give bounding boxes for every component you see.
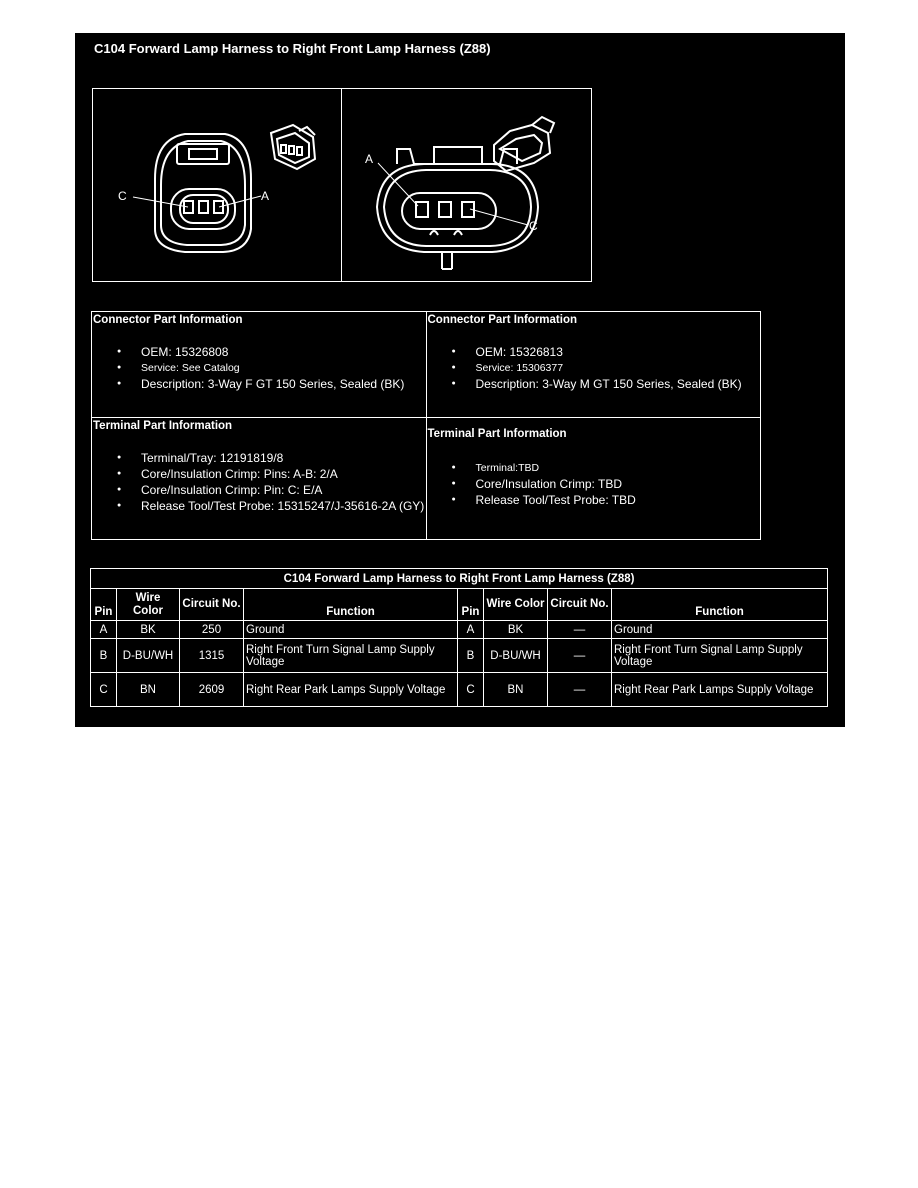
pin-a-label: A: [261, 189, 270, 203]
list-item: ● Core/Insulation Crimp: Pins: A-B: 2/A: [93, 466, 425, 482]
table-cell: Right Rear Park Lamps Supply Voltage: [244, 673, 458, 707]
table-row: [91, 621, 828, 639]
table-cell: BN: [117, 673, 180, 707]
page-title: C104 Forward Lamp Harness to Right Front Lamp Harness (Z88): [94, 41, 491, 56]
table-cell: Right Front Turn Signal Lamp Supply Voltage: [244, 639, 458, 673]
column-header: Function: [612, 589, 828, 621]
table-cell: 250: [180, 621, 244, 639]
column-header: Circuit No.: [180, 589, 244, 621]
connector-diagram: [92, 88, 592, 282]
pin-c-label: C: [529, 219, 538, 233]
male-connector-view: [342, 89, 591, 281]
connector-info-list: [93, 344, 425, 392]
connector-info-left: [92, 312, 427, 418]
table-cell: 1315: [180, 639, 244, 673]
connector-info-heading: Connector Part Information: [427, 314, 578, 326]
terminal-info-right: [426, 418, 761, 540]
connector-info-list: [428, 344, 760, 392]
connector-info-right: [426, 312, 761, 418]
table-cell: D-BU/WH: [484, 639, 548, 673]
column-header: Wire Color: [117, 589, 180, 621]
table-cell: Ground: [612, 621, 828, 639]
table-cell: —: [548, 673, 612, 707]
terminal-info-heading: Terminal Part Information: [427, 428, 567, 440]
column-header: Pin: [458, 589, 484, 621]
column-header: Function: [244, 589, 458, 621]
column-header: Pin: [91, 589, 117, 621]
table-cell: BK: [117, 621, 180, 639]
table-cell: BK: [484, 621, 548, 639]
table-cell: A: [91, 621, 117, 639]
terminal-info-heading: Terminal Part Information: [93, 420, 233, 432]
part-info-table: [91, 311, 761, 540]
list-item: ● Core/Insulation Crimp: Pin: C: E/A: [93, 482, 425, 498]
list-item: ● OEM: 15326813: [428, 344, 760, 360]
list-item: ● OEM: 15326808: [93, 344, 425, 360]
list-item: ● Description: 3-Way M GT 150 Series, Sealed (BK): [428, 376, 760, 392]
pin-a-label: A: [365, 152, 374, 166]
pin-c-label: C: [118, 189, 127, 203]
table-row: [91, 639, 828, 673]
table-cell: B: [458, 639, 484, 673]
list-item: ● Service: See Catalog: [93, 360, 425, 376]
table-cell: Right Front Turn Signal Lamp Supply Voltage: [612, 639, 828, 673]
table-cell: —: [548, 621, 612, 639]
table-cell: C: [91, 673, 117, 707]
table-cell: B: [91, 639, 117, 673]
list-item: ● Description: 3-Way F GT 150 Series, Sealed (BK): [93, 376, 425, 392]
table-caption: C104 Forward Lamp Harness to Right Front Lamp Harness (Z88): [91, 569, 828, 589]
male-connector-drawing: [342, 89, 591, 281]
terminal-info-left: [92, 418, 427, 540]
table-cell: C: [458, 673, 484, 707]
table-cell: Ground: [244, 621, 458, 639]
female-connector-drawing: [93, 89, 341, 281]
table-cell: —: [548, 639, 612, 673]
table-row: [91, 673, 828, 707]
list-item: ● Terminal:TBD: [428, 460, 760, 476]
list-item: ● Release Tool/Test Probe: 15315247/J-35616-2A (GY): [93, 498, 425, 514]
table-cell: 2609: [180, 673, 244, 707]
terminal-info-list: [93, 450, 425, 514]
column-header: Circuit No.: [548, 589, 612, 621]
table-cell: A: [458, 621, 484, 639]
table-cell: D-BU/WH: [117, 639, 180, 673]
female-connector-view: [93, 89, 342, 281]
list-item: ● Core/Insulation Crimp: TBD: [428, 476, 760, 492]
connector-panel: [75, 33, 845, 727]
table-cell: BN: [484, 673, 548, 707]
column-header: Wire Color: [484, 589, 548, 621]
list-item: ● Terminal/Tray: 12191819/8: [93, 450, 425, 466]
terminal-info-list: [428, 460, 760, 508]
list-item: ● Service: 15306377: [428, 360, 760, 376]
connector-info-heading: Connector Part Information: [93, 314, 243, 326]
pinout-table: [90, 568, 828, 707]
list-item: ● Release Tool/Test Probe: TBD: [428, 492, 760, 508]
table-cell: Right Rear Park Lamps Supply Voltage: [612, 673, 828, 707]
